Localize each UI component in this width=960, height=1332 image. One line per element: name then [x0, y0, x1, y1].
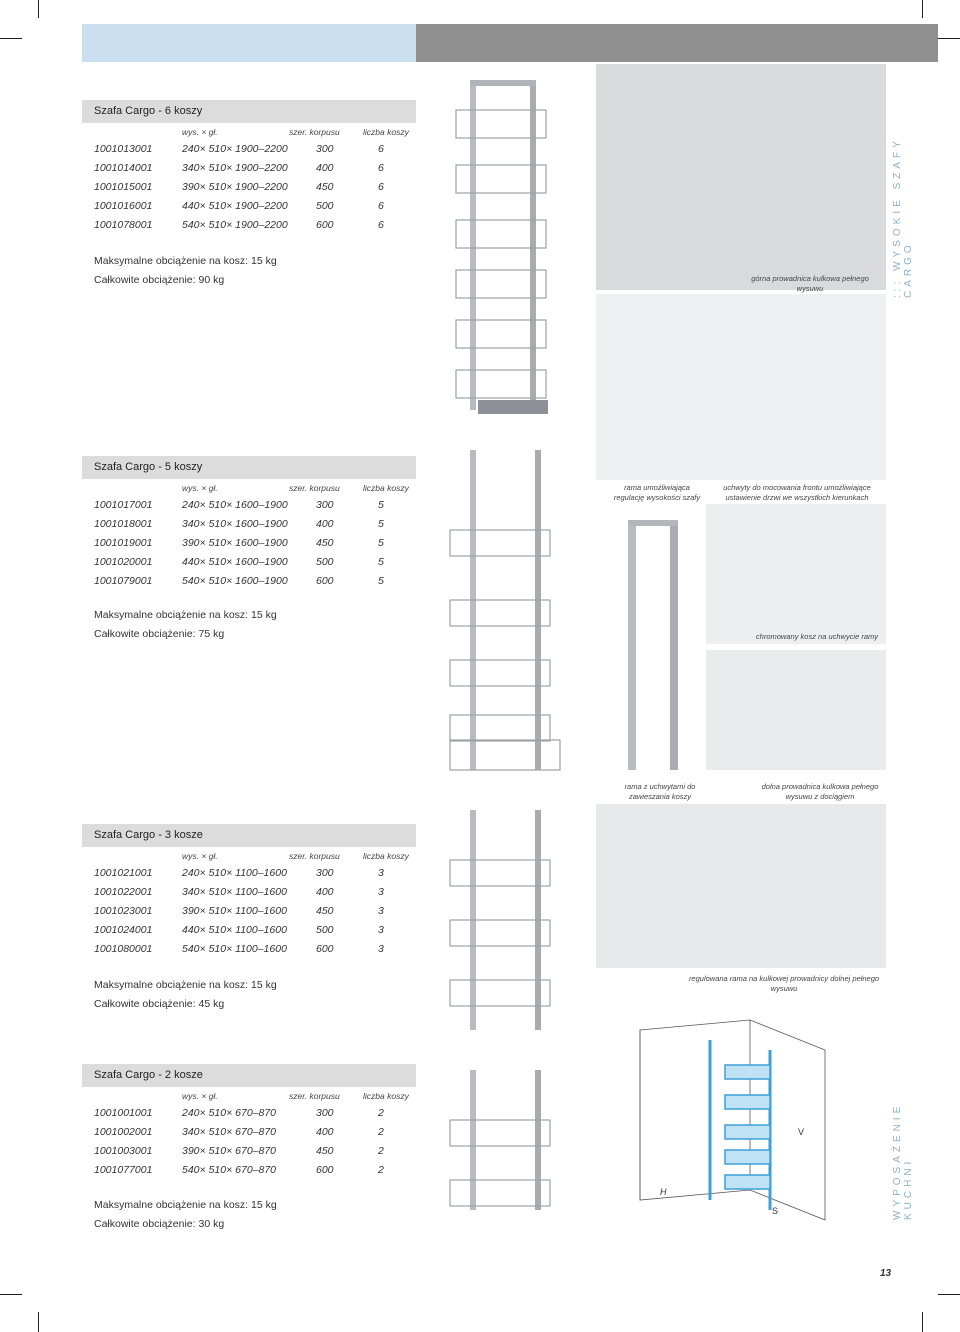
- table-row: 1001013001 240× 510× 1900–2200 300 6: [94, 143, 384, 155]
- table-row: 1001017001 240× 510× 1600–1900 300 5: [94, 499, 384, 511]
- dimension-diagram: [630, 1010, 830, 1230]
- section-title: Szafa Cargo - 2 kosze: [82, 1064, 416, 1087]
- table-row: 1001080001 540× 510× 1100–1600 600 3: [94, 943, 384, 955]
- section-title: Szafa Cargo - 5 koszy: [82, 456, 416, 479]
- caption-adjustable-frame: regulowana rama na kulkowej prowadnicy dolnej pełnego wysuwu: [688, 974, 880, 993]
- crop-mark: [38, 1312, 39, 1332]
- label-h: H: [660, 1187, 667, 1197]
- crop-mark: [0, 1294, 22, 1295]
- table-row: 1001022001 340× 510× 1100–1600 400 3: [94, 886, 384, 898]
- load-info: Maksymalne obciążenie na kosz: 15 kg Całkowite obciążenie: 45 kg: [94, 979, 277, 1010]
- label-s: S: [772, 1206, 779, 1216]
- table-row: 1001016001 440× 510× 1900–2200 500 6: [94, 200, 384, 212]
- column-headers: wys. × gł. szer. korpusu liczba koszy: [182, 483, 409, 493]
- bottom-slide-photo: [706, 650, 886, 770]
- table-row: 1001014001 340× 510× 1900–2200 400 6: [94, 162, 384, 174]
- label-v: V: [798, 1127, 805, 1137]
- table-row: 1001023001 390× 510× 1100–1600 450 3: [94, 905, 384, 917]
- column-headers: wys. × gł. szer. korpusu liczba koszy: [182, 127, 409, 137]
- caption-front-holders: uchwyty do mocowania frontu umożliwiające ustawienie drzwi we wszystkich kierunkach: [723, 483, 871, 502]
- section-title: Szafa Cargo - 3 kosze: [82, 824, 416, 847]
- product-image-6-baskets: [430, 70, 570, 430]
- top-slide-photo: [596, 64, 886, 290]
- table-row: 1001015001 390× 510× 1900–2200 450 6: [94, 181, 384, 193]
- caption-bottom-slide: dolna prowadnica kulkowa pełnego wysuwu z dociągiem: [761, 782, 879, 801]
- page-number: 13: [880, 1268, 892, 1279]
- table-row: 1001077001 540× 510× 670–870 600 2: [94, 1164, 384, 1176]
- table-row: 1001018001 340× 510× 1600–1900 400 5: [94, 518, 384, 530]
- caption-chrome-basket: chromowany kosz na uchwycie ramy: [755, 632, 879, 641]
- frame-image: [618, 510, 698, 780]
- crop-mark: [922, 0, 923, 18]
- caption-frame-adjust: rama umożliwiająca regulację wysokości szafy: [613, 483, 701, 502]
- column-headers: wys. × gł. szer. korpusu liczba koszy: [182, 851, 409, 861]
- section-title: Szafa Cargo - 6 koszy: [82, 100, 416, 123]
- crop-mark: [38, 0, 39, 18]
- caption-top-slide: górna prowadnica kulkowa pełnego wysuwu: [751, 274, 869, 293]
- section-5-baskets: [82, 456, 416, 592]
- load-info: Maksymalne obciążenie na kosz: 15 kg Całkowite obciążenie: 30 kg: [94, 1199, 277, 1230]
- side-label-top: ::: WYSOKIE SZAFY CARGO: [892, 137, 914, 298]
- table-row: 1001002001 340× 510× 670–870 400 2: [94, 1126, 384, 1138]
- table-row: 1001020001 440× 510× 1600–1900 500 5: [94, 556, 384, 568]
- product-image-2-baskets: [440, 1060, 570, 1220]
- crop-mark: [922, 1312, 923, 1332]
- product-image-5-baskets: [440, 440, 570, 800]
- crop-mark: [938, 1294, 960, 1295]
- table-row: 1001078001 540× 510× 1900–2200 600 6: [94, 219, 384, 231]
- crop-mark: [938, 38, 960, 39]
- load-info: Maksymalne obciążenie na kosz: 15 kg Całkowite obciążenie: 75 kg: [94, 609, 277, 640]
- crop-mark: [0, 38, 22, 39]
- section-3-baskets: [82, 824, 416, 960]
- table-row: 1001079001 540× 510× 1600–1900 600 5: [94, 575, 384, 587]
- table-row: 1001001001 240× 510× 670–870 300 2: [94, 1107, 384, 1119]
- adjustable-frame-photo: [596, 804, 886, 968]
- caption-frame-hooks: rama z uchwytami do zawieszania koszy: [624, 782, 696, 801]
- table-row: 1001003001 390× 510× 670–870 450 2: [94, 1145, 384, 1157]
- load-info: Maksymalne obciążenie na kosz: 15 kg Całkowite obciążenie: 90 kg: [94, 255, 277, 286]
- table-row: 1001021001 240× 510× 1100–1600 300 3: [94, 867, 384, 879]
- header-band-blue: [82, 24, 416, 62]
- section-2-baskets: [82, 1064, 416, 1181]
- side-label-bottom: WYPOSAŻENIE KUCHNI: [892, 1102, 914, 1220]
- product-image-3-baskets: [440, 800, 570, 1040]
- header-band-gray: [416, 24, 938, 62]
- column-headers: wys. × gł. szer. korpusu liczba koszy: [182, 1091, 409, 1101]
- frame-bracket-photo: [596, 294, 886, 480]
- basket-holder-photo: [706, 504, 886, 644]
- table-row: 1001019001 390× 510× 1600–1900 450 5: [94, 537, 384, 549]
- section-6-baskets: [82, 100, 416, 236]
- table-row: 1001024001 440× 510× 1100–1600 500 3: [94, 924, 384, 936]
